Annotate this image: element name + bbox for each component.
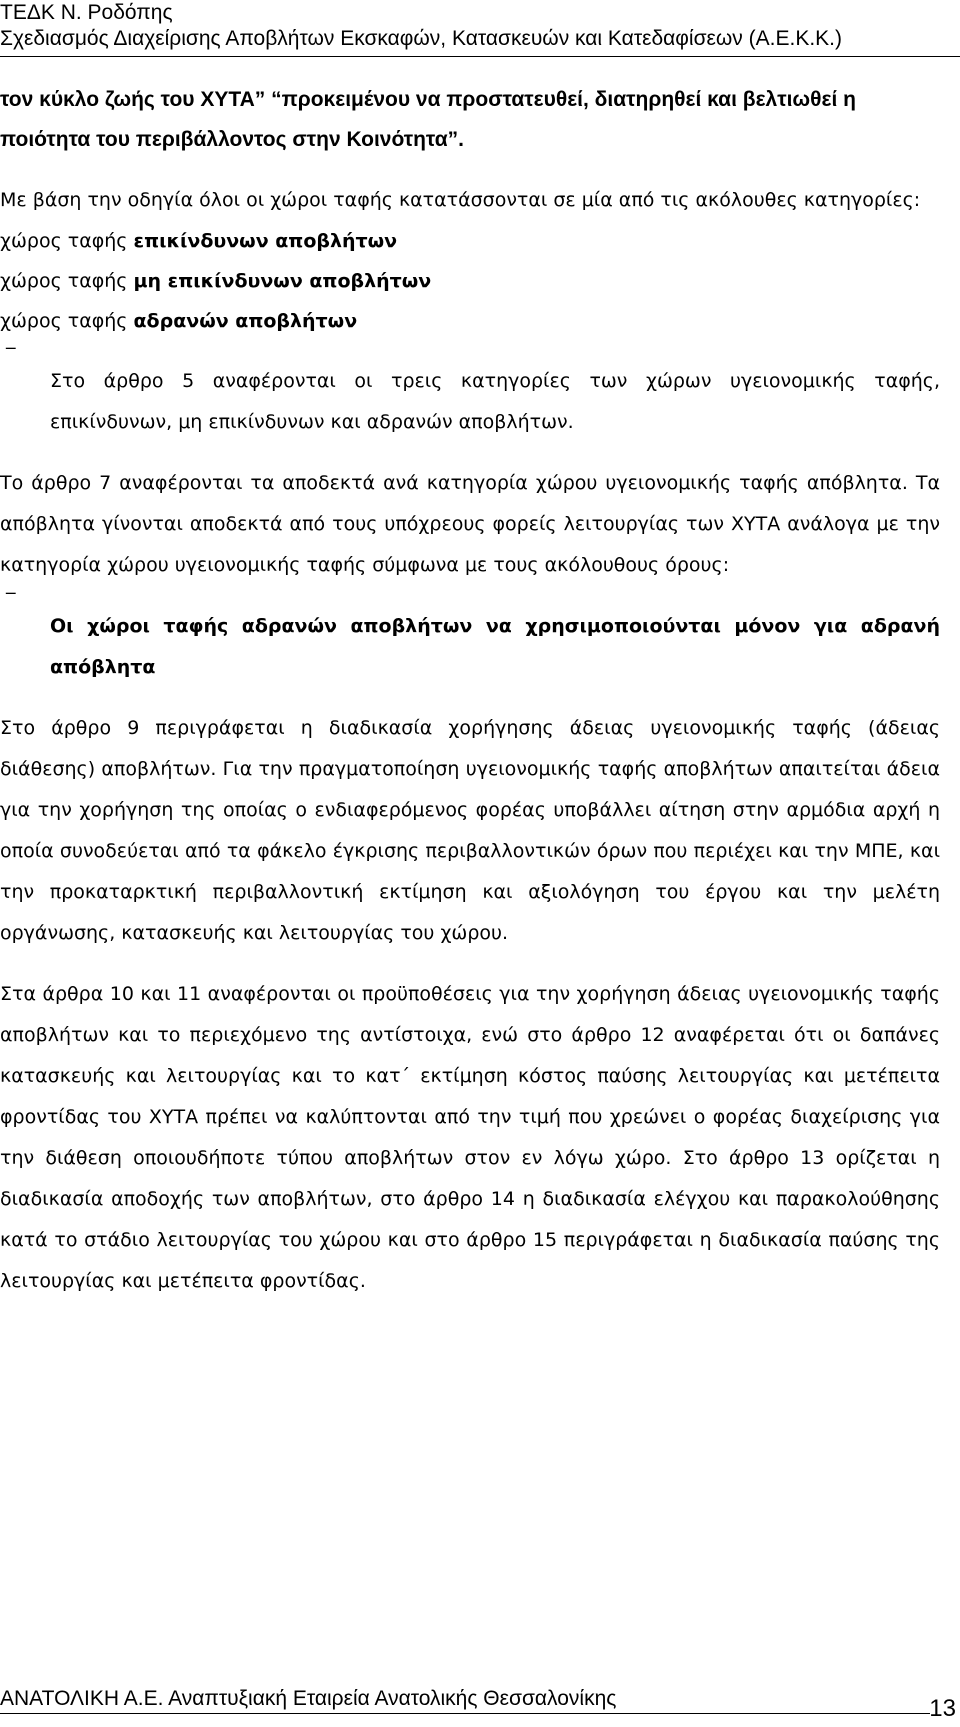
category-prefix: χώρος ταφής <box>0 310 134 332</box>
paragraph-categories-intro: Με βάση την οδηγία όλοι οι χώροι ταφής κατατάσσονται σε μία από τις ακόλουθες κατηγορίες: <box>0 189 921 211</box>
category-prefix: χώρος ταφής <box>0 230 134 252</box>
page-footer <box>0 1685 960 1727</box>
header-org: ΤΕΔΚ Ν. Ροδόπης <box>0 1 173 24</box>
paragraph-article-9: Στο άρθρο 9 περιγράφεται η διαδικασία χορήγησης άδειας υγειονομικής ταφής (άδειας διάθεσης) αποβλήτων. Για την πραγματοποίηση υγειονομικής ταφής αποβλήτων απαιτείται άδεια για την χορήγηση της οποίας ο ενδιαφερόμενος φορέας υποβάλλει αίτηση στην αρμόδια αρχή η οποία συνοδεύεται από τα φάκελο έγκρισης περιβαλλοντικών όρων που περιέχει και την ΜΠΕ, και την προκαταρκτική περιβαλλοντική εκτίμηση και αξιολόγηση του έργου και την μελέτη οργάνωσης, κατασκευής και λειτουργίας του χώρου. <box>0 717 940 944</box>
dash-mark: ‾ <box>6 345 16 367</box>
document-body <box>0 80 940 1302</box>
category-item <box>0 221 940 261</box>
footer-rule <box>0 1713 930 1714</box>
category-name: αδρανών αποβλήτων <box>133 310 358 332</box>
category-name: επικίνδυνων αποβλήτων <box>133 230 398 252</box>
dash-item-article-5 <box>0 345 940 443</box>
paragraph-article-7: Το άρθρο 7 αναφέρονται τα αποδεκτά ανά κατηγορία χώρου υγειονομικής ταφής απόβλητα. Τα απόβλητα γίνονται αποδεκτά από τους υπόχρεους φορείς λειτουργίας των ΧΥΤΑ ανάλογα με την κατηγορία χώρου υγειονομικής ταφής σύμφωνα με τους ακόλουθους όρους: <box>0 472 940 576</box>
category-item <box>0 261 940 301</box>
category-list <box>0 221 940 341</box>
dash-mark: ‾ <box>6 590 16 612</box>
dash-text: Στο άρθρο 5 αναφέρονται οι τρεις κατηγορίες των χώρων υγειονομικής ταφής, επικίνδυνων, μη επικίνδυνων και αδρανών αποβλήτων. <box>50 370 940 433</box>
dash-item-inert-waste <box>0 590 940 688</box>
dash-text-bold: Οι χώροι ταφής αδρανών αποβλήτων να χρησιμοποιούνται μόνον για αδρανή απόβλητα <box>50 615 940 678</box>
footer-company: ΑΝΑΤΟΛΙΚΗ Α.Ε. Αναπτυξιακή Εταιρεία Ανατολικής Θεσσαλονίκης <box>0 1687 617 1710</box>
category-prefix: χώρος ταφής <box>0 270 134 292</box>
page-number: 13 <box>929 1695 956 1722</box>
category-item <box>0 301 940 341</box>
paragraph-articles-10-15: Στα άρθρα 10 και 11 αναφέρονται οι προϋποθέσεις για την χορήγηση άδειας υγειονομικής ταφής αποβλήτων και το περιεχόμενο της αντίστοιχα, ενώ στο άρθρο 12 αναφέρεται ότι οι δαπάνες κατασκευής και λειτουργίας και το κατ΄ εκτίμηση κόστος παύσης λειτουργίας και μετέπειτα φροντίδας του ΧΥΤΑ πρέπει να καλύπτονται από την τιμή που χρεώνει ο φορέας διαχείρισης για την διάθεση οποιουδήποτε τύπου αποβλήτων στον εν λόγω χώρο. Στο άρθρο 13 ορίζεται η διαδικασία αποδοχής των αποβλήτων, στο άρθρο 14 η διαδικασία ελέγχου και παρακολούθησης κατά το στάδιο λειτουργίας του χώρου και στο άρθρο 15 περιγράφεται η διαδικασία παύσης της λειτουργίας και μετέπειτα φροντίδας. <box>0 983 940 1292</box>
category-name: μη επικίνδυνων αποβλήτων <box>133 270 432 292</box>
header-title: Σχεδιασμός Διαχείρισης Αποβλήτων Εκσκαφών, Κατασκευών και Κατεδαφίσεων (Α.Ε.Κ.Κ.) <box>0 27 842 50</box>
intro-text: τον κύκλο ζωής του ΧΥΤΑ” “προκειμένου να προστατευθεί, διατηρηθεί και βελτιωθεί η ποιότητα του περιβάλλοντος στην Κοινότητα”. <box>0 88 856 151</box>
page-header <box>0 0 960 57</box>
